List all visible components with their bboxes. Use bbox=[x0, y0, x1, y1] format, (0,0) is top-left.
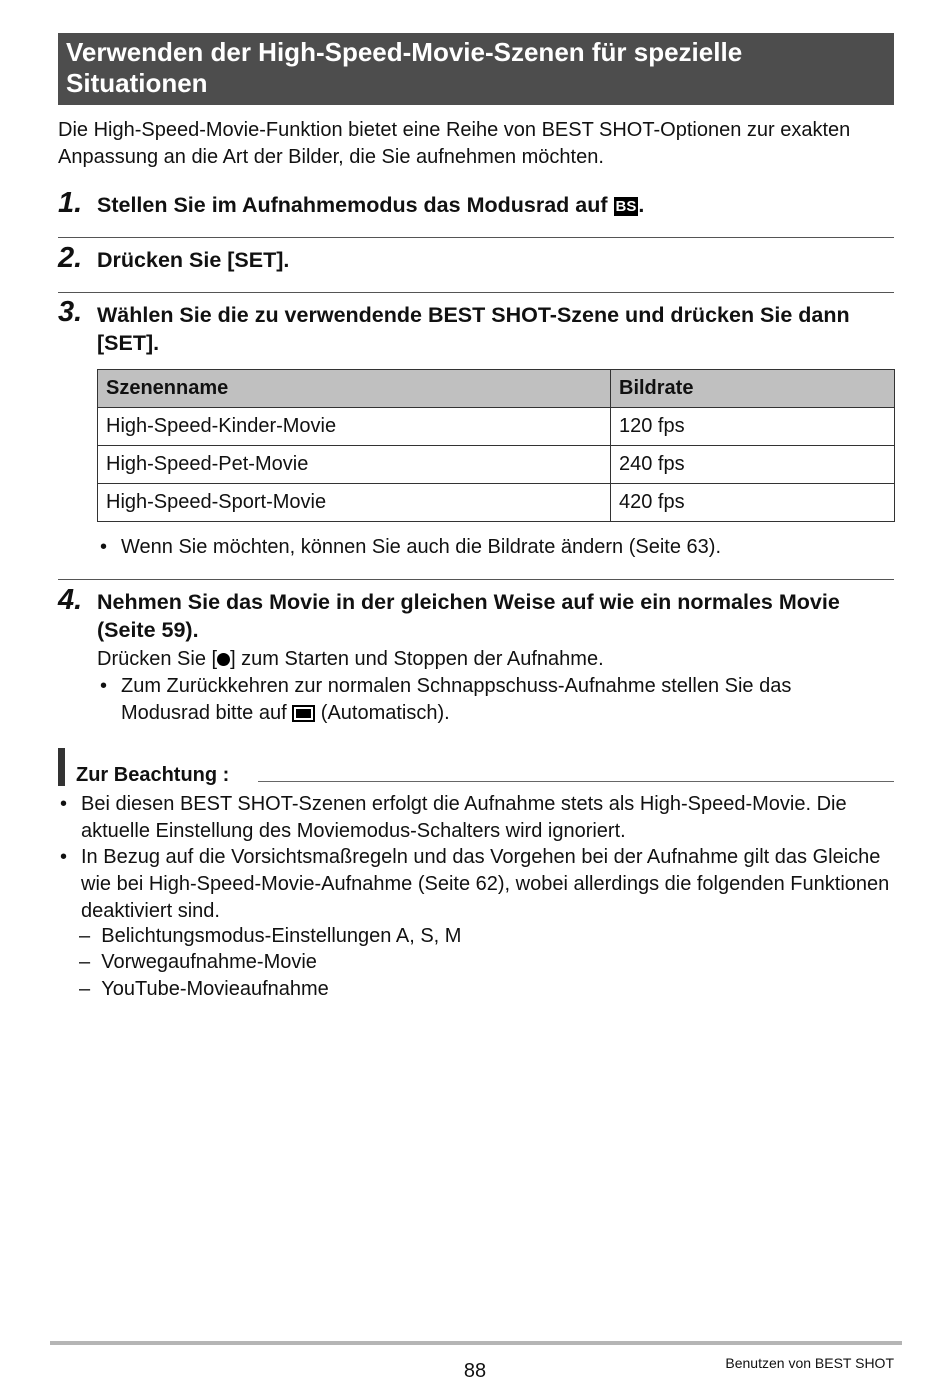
note-dash-item: – Vorwegaufnahme-Movie bbox=[79, 951, 317, 973]
frame-rate-cell: 240 fps bbox=[611, 446, 895, 484]
column-header: Bildrate bbox=[611, 370, 895, 408]
footer-section-title: Benutzen von BEST SHOT bbox=[725, 1355, 894, 1371]
frame-rate-cell: 120 fps bbox=[611, 408, 895, 446]
table-row bbox=[98, 446, 895, 484]
section-title bbox=[58, 33, 894, 105]
note-bullet: • In Bezug auf die Vorsichtsmaßregeln und das Vorgehen bei der Aufnahme gilt das Gleiche wie bei High-Speed-Movie-Aufnahme (Seite 62), wobei allerdings die folgenden Funktionen deaktiviert sind. bbox=[60, 846, 890, 922]
footer-divider bbox=[50, 1341, 902, 1345]
step-3-bullet-text: Wenn Sie möchten, können Sie auch die Bildrate ändern (Seite 63). bbox=[121, 536, 721, 558]
step-1-number: 1. bbox=[58, 187, 83, 219]
scene-table bbox=[97, 369, 895, 522]
intro-paragraph: Die High-Speed-Movie-Funktion bietet eine Reihe von BEST SHOT-Optionen zur exakten Anpassung an die Art der Bilder, die Sie aufnehmen möchten. bbox=[58, 119, 851, 168]
step-3-number: 3. bbox=[58, 296, 83, 328]
step-4-number: 4. bbox=[58, 584, 83, 616]
table-row bbox=[98, 484, 895, 522]
page-number: 88 bbox=[463, 1360, 487, 1382]
section-title-text: Verwenden der High-Speed-Movie-Szenen für spezielle Situationen bbox=[66, 37, 743, 98]
table-row bbox=[98, 408, 895, 446]
scene-name-cell: High-Speed-Pet-Movie bbox=[98, 446, 611, 484]
scene-name-cell: High-Speed-Sport-Movie bbox=[98, 484, 611, 522]
step-2-number: 2. bbox=[58, 242, 83, 274]
table-header-row bbox=[98, 370, 895, 408]
step-4-body: Drücken Sie [ ] zum Starten und Stoppen der Aufnahme. bbox=[97, 648, 604, 670]
step-divider bbox=[58, 579, 894, 580]
step-3-bullet: • Wenn Sie möchten, können Sie auch die Bildrate ändern (Seite 63). bbox=[100, 534, 890, 561]
note-title: Zur Beachtung : bbox=[76, 764, 230, 786]
step-divider bbox=[58, 237, 894, 238]
note-divider bbox=[258, 781, 894, 782]
frame-rate-cell: 420 fps bbox=[611, 484, 895, 522]
step-4-bullet: • Zum Zurückkehren zur normalen Schnappschuss-Aufnahme stellen Sie das Modusrad bitte auf (Automatisch). bbox=[100, 675, 792, 724]
step-1-text bbox=[97, 191, 887, 219]
note-dash-item: – Belichtungsmodus-Einstellungen A, S, M bbox=[79, 925, 462, 947]
step-3-text: Wählen Sie die zu verwendende BEST SHOT-Szene und drücken Sie dann [SET]. bbox=[97, 303, 850, 355]
scene-name-cell: High-Speed-Kinder-Movie bbox=[98, 408, 611, 446]
step-2-text: Drücken Sie [SET]. bbox=[97, 248, 290, 272]
step-1-suffix: . bbox=[638, 193, 645, 217]
step-divider bbox=[58, 292, 894, 293]
step-4-text: Nehmen Sie das Movie in der gleichen Weise auf wie ein normales Movie (Seite 59). bbox=[97, 590, 840, 642]
note-dash-item: – YouTube-Movieaufnahme bbox=[79, 978, 329, 1000]
bs-mode-icon: BS bbox=[615, 198, 637, 215]
auto-mode-icon bbox=[292, 705, 315, 722]
note-bullet: • Bei diesen BEST SHOT-Szenen erfolgt die Aufnahme stets als High-Speed-Movie. Die aktuelle Einstellung des Moviemodus-Schalters wird ignoriert. bbox=[60, 793, 847, 842]
column-header: Szenenname bbox=[98, 370, 611, 408]
step-1-label: Stellen Sie im Aufnahmemodus das Modusrad auf bbox=[97, 193, 608, 217]
note-marker bbox=[58, 748, 65, 786]
record-dot-icon bbox=[217, 653, 230, 666]
